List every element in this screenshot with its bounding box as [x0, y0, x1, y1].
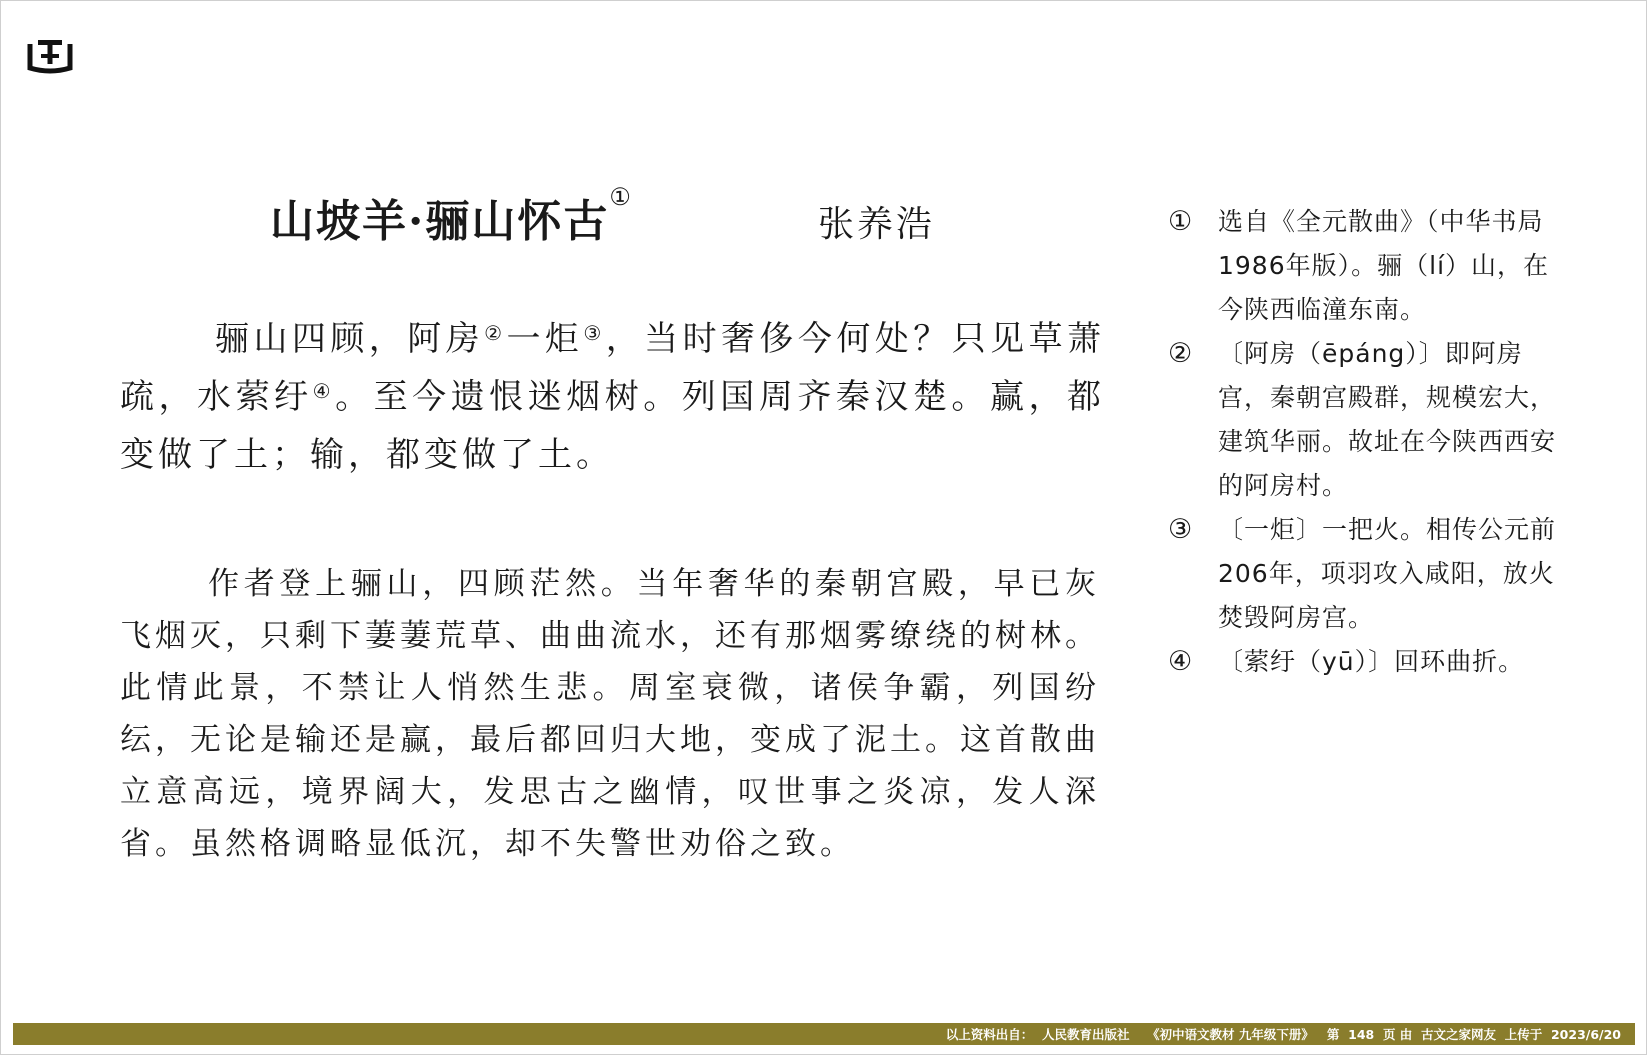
- footnote-number: ①: [1168, 206, 1194, 237]
- footnote-number: ④: [1168, 646, 1194, 677]
- footer-page-prefix: 第: [1326, 1027, 1340, 1042]
- footnote: [1168, 200, 1573, 332]
- note-mark-2: ②: [484, 321, 507, 345]
- footnote-text: 〔萦纡（yū）〕回环曲折。: [1218, 647, 1525, 676]
- lesson-title: 山坡羊·骊山怀古①: [270, 183, 633, 247]
- footnote: [1168, 332, 1573, 508]
- footnote-text: 选自《全元散曲》（中华书局1986年版）。骊（lí）山，在今陕西临潼东南。: [1218, 207, 1550, 324]
- footer-date: 2023/6/20: [1550, 1026, 1621, 1042]
- publisher-logo-icon: [24, 34, 76, 74]
- author-name: 张养浩: [818, 204, 936, 245]
- commentary-text: 作者登上骊山，四顾茫然。当年奢华的秦朝宫殿，早已灰飞烟灭，只剩下萋萋荒草、曲曲流水，还有那烟雾缭绕的树林。此情此景，不禁让人悄然生悲。周室衰微，诸侯争霸，列国纷纭，无论是输还是赢，最后都回归大地，变成了泥土。这首散曲立意高远，境界阔大，发思古之幽情，叹世事之炎凉，发人深省。虽然格调略显低沉，却不失警世劝俗之致。: [120, 566, 1100, 862]
- note-mark-4: ④: [312, 379, 336, 403]
- note-mark-3: ③: [583, 321, 606, 345]
- footnote-text: 〔阿房（ēpáng）〕即阿房宫，秦朝宫殿群，规模宏大，建筑华丽。故址在今陕西西安的阿房村。: [1218, 339, 1557, 500]
- title-note-mark: ①: [609, 183, 633, 211]
- footer-uploader[interactable]: 古文之家网友: [1421, 1027, 1497, 1042]
- footer-upload-label: 上传于: [1504, 1027, 1543, 1042]
- footnote: [1168, 508, 1573, 640]
- footnotes: [1168, 200, 1573, 684]
- footer-book[interactable]: 《初中语文教材 九年级下册》: [1146, 1027, 1314, 1042]
- footer-page-number: 148: [1348, 1026, 1375, 1042]
- footnote-text: 〔一炬〕一把火。相传公元前206年，项羽攻入咸阳，放火焚毁阿房宫。: [1218, 515, 1557, 632]
- footer-source-label: 以上资料出自：: [945, 1027, 1034, 1042]
- footnote: [1168, 640, 1573, 684]
- footer-publisher[interactable]: 人民教育出版社: [1042, 1027, 1130, 1042]
- title-row: [270, 185, 633, 249]
- footer-page-suffix: 页 由: [1382, 1027, 1413, 1042]
- footnote-number: ②: [1168, 338, 1194, 369]
- poem-text: 骊山四顾，阿房②一炬③，当时奢侈今何处？只见草萧疏，水萦纡④。至今遗恨迷烟树。列国周齐秦汉楚。赢，都变做了土；输，都变做了土。: [120, 319, 1106, 475]
- footnote-number: ③: [1168, 514, 1194, 545]
- source-footer-bar: [13, 1023, 1635, 1045]
